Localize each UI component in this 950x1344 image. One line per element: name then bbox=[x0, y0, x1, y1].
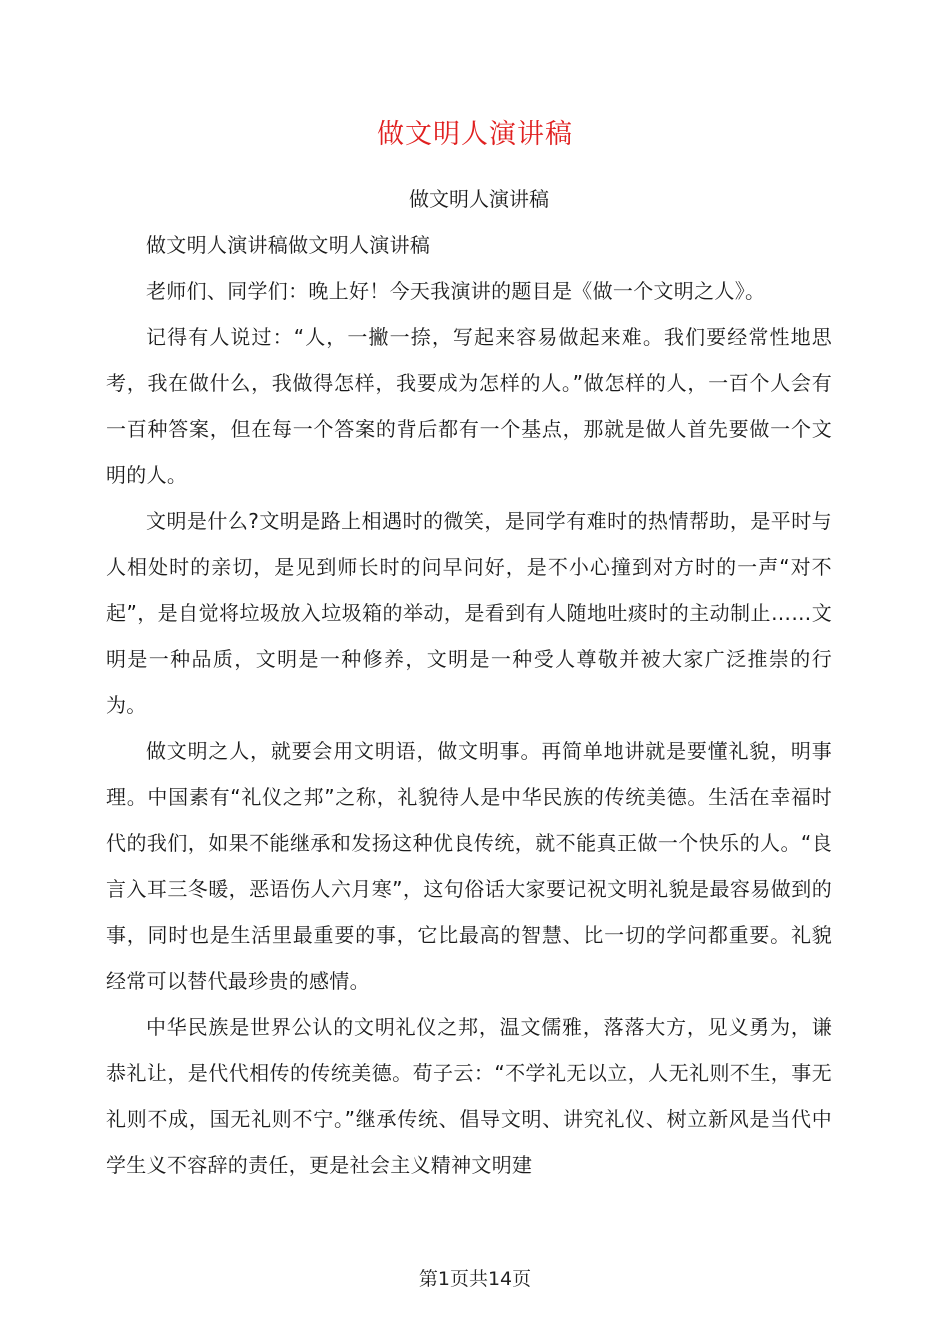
paragraph: 记得有人说过：“人，一撇一捺，写起来容易做起来难。我们要经常性地思考，我在做什么，我做得怎样，我要成为怎样的人。”做怎样的人，一百个人会有一百种答案，但在每一个答案的背后都有一个基点，那就是做人首先要做一个文明的人。 bbox=[106, 325, 832, 487]
paragraph: 中华民族是世界公认的文明礼仪之邦，温文儒雅，落落大方，见义勇为，谦恭礼让，是代代相传的传统美德。荀子云：“不学礼无以立，人无礼则不生，事无礼则不成，国无礼则不宁。”继承传统、倡导文明、讲究礼仪、树立新风是当代中学生义不容辞的责任，更是社会主义精神文明建 bbox=[106, 1015, 832, 1177]
page-number-footer: 第1页共14页 bbox=[418, 1268, 532, 1290]
paragraph: 文明是什么?文明是路上相遇时的微笑，是同学有难时的热情帮助，是平时与人相处时的亲切，是见到师长时的问早问好，是不小心撞到对方时的一声“对不起”，是自觉将垃圾放入垃圾箱的举动，是看到有人随地吐痰时的主动制止……文明是一种品质，文明是一种修养，文明是一种受人尊敬并被大家广泛推崇的行为。 bbox=[106, 509, 832, 717]
document-body bbox=[106, 176, 832, 1188]
document-title: 做文明人演讲稿 bbox=[377, 119, 573, 150]
paragraph: 做文明人演讲稿做文明人演讲稿 bbox=[146, 233, 431, 257]
paragraph: 老师们、同学们：晚上好！今天我演讲的题目是《做一个文明之人》。 bbox=[146, 279, 766, 303]
paragraph: 做文明之人，就要会用文明语，做文明事。再简单地讲就是要懂礼貌，明事理。中国素有“礼仪之邦”之称，礼貌待人是中华民族的传统美德。生活在幸福时代的我们，如果不能继承和发扬这种优良传统，就不能真正做一个快乐的人。“良言入耳三冬暖，恶语伤人六月寒”，这句俗话大家要记祝文明礼貌是最容易做到的事，同时也是生活里最重要的事，它比最高的智慧、比一切的学问都重要。礼貌经常可以替代最珍贵的感情。 bbox=[106, 739, 832, 993]
document-subtitle: 做文明人演讲稿 bbox=[409, 187, 549, 211]
